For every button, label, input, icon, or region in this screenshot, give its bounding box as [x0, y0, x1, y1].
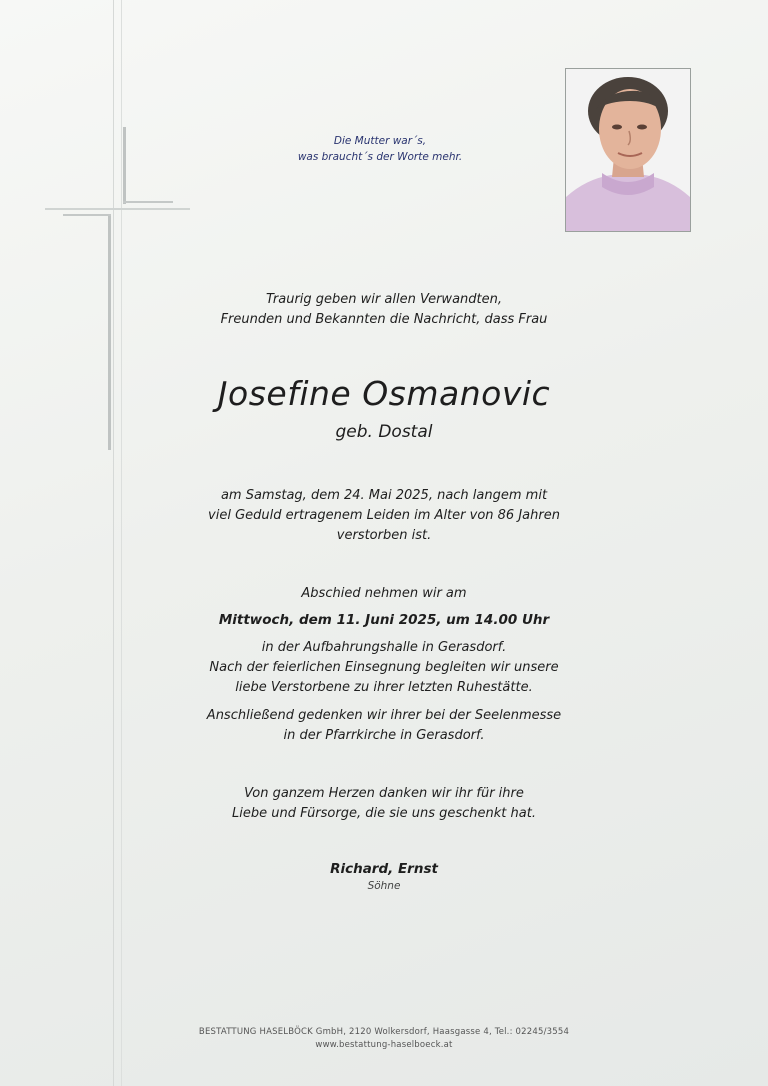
death-line: verstorben ist. — [336, 528, 432, 543]
ceremony-line: in der Aufbahrungshalle in Gerasdorf. — [261, 640, 507, 655]
quote-line: Die Mutter war´s, — [333, 135, 427, 147]
intro-line: Freunden und Bekannten die Nachricht, dass Frau — [220, 312, 548, 327]
mourner-relation: Söhne — [367, 880, 401, 892]
mass-details — [0, 706, 768, 746]
ceremony-details — [0, 638, 768, 698]
thanks-line: Von ganzem Herzen danken wir ihr für ihre — [244, 786, 524, 801]
memorial-quote — [255, 133, 505, 165]
mass-line: Anschließend gedenken wir ihrer bei der Seelenmesse — [206, 708, 562, 723]
footer-company: BESTATTUNG HASELBÖCK GmbH, 2120 Wolkersdorf, Haasgasse 4, Tel.: 02245/3554 — [198, 1027, 570, 1037]
death-notice — [0, 486, 768, 546]
mass-line: in der Pfarrkirche in Gerasdorf. — [283, 728, 485, 743]
footer — [0, 1026, 768, 1052]
mourner-names: Richard, Ernst — [330, 861, 438, 877]
death-line: viel Geduld ertragenem Leiden im Alter von 86 Jahren — [208, 508, 560, 523]
announcement-intro — [0, 290, 768, 330]
deceased-name: Josefine Osmanovic — [217, 374, 551, 413]
quote-line: was braucht´s der Worte mehr. — [297, 151, 463, 163]
ceremony-line: liebe Verstorbene zu ihrer letzten Ruhestätte. — [235, 680, 533, 695]
death-line: am Samstag, dem 24. Mai 2025, nach langem mit — [220, 488, 548, 503]
portrait-photo — [565, 68, 691, 232]
intro-line: Traurig geben wir allen Verwandten, — [265, 292, 502, 307]
farewell-intro: Abschied nehmen wir am — [301, 586, 467, 601]
ceremony-line: Nach der feierlichen Einsegnung begleiten wir unsere — [209, 660, 559, 675]
thanks-line: Liebe und Fürsorge, die sie uns geschenkt hat. — [232, 806, 536, 821]
funeral-date: Mittwoch, dem 11. Juni 2025, um 14.00 Uhr — [218, 612, 550, 628]
thanks-message — [0, 784, 768, 824]
footer-website[interactable]: www.bestattung-haselboeck.at — [315, 1040, 453, 1050]
maiden-name: geb. Dostal — [335, 422, 433, 442]
